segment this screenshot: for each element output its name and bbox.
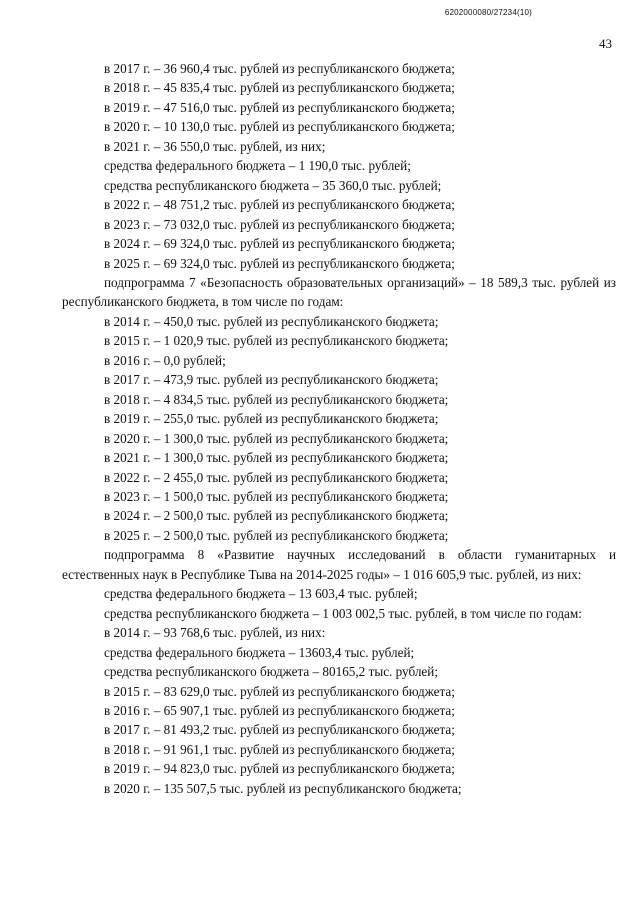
paragraph: средства республиканского бюджета – 1 003 002,5 тыс. рублей, в том числе по годам: [104,605,582,621]
paragraph: в 2021 г. – 36 550,0 тыс. рублей, из них; [104,138,326,154]
paragraph: подпрограмма 8 «Развитие научных исследований в области гуманитарных и естественных наук в Республике Тыва на 2014-2025 годы» – 1 016 605,9 тыс. рублей, из них: [62,547,616,582]
paragraph: средства федерального бюджета – 13 603,4 тыс. рублей; [104,586,418,602]
paragraph: в 2020 г. – 10 130,0 тыс. рублей из республиканского бюджета; [104,119,455,135]
paragraph: средства федерального бюджета – 13603,4 тыс. рублей; [104,644,415,660]
paragraph: в 2022 г. – 48 751,2 тыс. рублей из республиканского бюджета; [104,197,455,213]
paragraph: в 2017 г. – 81 493,2 тыс. рублей из республиканского бюджета; [104,722,455,738]
paragraph: в 2018 г. – 4 834,5 тыс. рублей из республиканского бюджета; [104,391,449,407]
paragraph: средства федерального бюджета – 1 190,0 тыс. рублей; [104,158,411,174]
paragraph: в 2016 г. – 65 907,1 тыс. рублей из республиканского бюджета; [104,702,455,718]
paragraph: в 2019 г. – 255,0 тыс. рублей из республиканского бюджета; [104,411,439,427]
document-body [62,59,616,798]
paragraph: подпрограмма 7 «Безопасность образовательных организаций» – 18 589,3 тыс. рублей из республиканского бюджета, в том числе по годам: [62,274,616,310]
document-id: 6202000080/27234(10) [444,8,532,17]
paragraph: в 2021 г. – 1 300,0 тыс. рублей из республиканского бюджета; [104,450,449,466]
paragraph: в 2025 г. – 2 500,0 тыс. рублей из республиканского бюджета; [104,527,449,543]
paragraph: в 2016 г. – 0,0 рублей; [104,352,226,368]
paragraph: в 2017 г. – 36 960,4 тыс. рублей из республиканского бюджета; [104,61,455,76]
paragraph: в 2022 г. – 2 455,0 тыс. рублей из республиканского бюджета; [104,469,449,485]
paragraph: в 2015 г. – 1 020,9 тыс. рублей из республиканского бюджета; [104,333,449,349]
paragraph: в 2024 г. – 69 324,0 тыс. рублей из республиканского бюджета; [104,236,455,252]
paragraph: средства республиканского бюджета – 80165,2 тыс. рублей; [104,664,439,680]
paragraph: в 2019 г. – 47 516,0 тыс. рублей из республиканского бюджета; [104,99,455,115]
paragraph: в 2015 г. – 83 629,0 тыс. рублей из республиканского бюджета; [104,683,455,699]
paragraph: в 2019 г. – 94 823,0 тыс. рублей из республиканского бюджета; [104,761,455,777]
page-number: 43 [599,36,612,51]
paragraph: в 2018 г. – 91 961,1 тыс. рублей из республиканского бюджета; [104,741,455,757]
paragraph: в 2024 г. – 2 500,0 тыс. рублей из республиканского бюджета; [104,508,449,524]
paragraph: в 2014 г. – 450,0 тыс. рублей из республиканского бюджета; [104,313,439,329]
paragraph: в 2025 г. – 69 324,0 тыс. рублей из республиканского бюджета; [104,255,455,271]
paragraph: в 2020 г. – 1 300,0 тыс. рублей из республиканского бюджета; [104,430,449,446]
paragraph: в 2023 г. – 1 500,0 тыс. рублей из республиканского бюджета; [104,488,449,504]
paragraph: в 2017 г. – 473,9 тыс. рублей из республиканского бюджета; [104,372,439,388]
paragraph: в 2014 г. – 93 768,6 тыс. рублей, из них: [104,625,326,641]
paragraph: средства республиканского бюджета – 35 360,0 тыс. рублей; [104,177,442,193]
paragraph: в 2018 г. – 45 835,4 тыс. рублей из республиканского бюджета; [104,80,455,96]
paragraph: в 2020 г. – 135 507,5 тыс. рублей из республиканского бюджета; [104,780,462,796]
paragraph: в 2023 г. – 73 032,0 тыс. рублей из республиканского бюджета; [104,216,455,232]
